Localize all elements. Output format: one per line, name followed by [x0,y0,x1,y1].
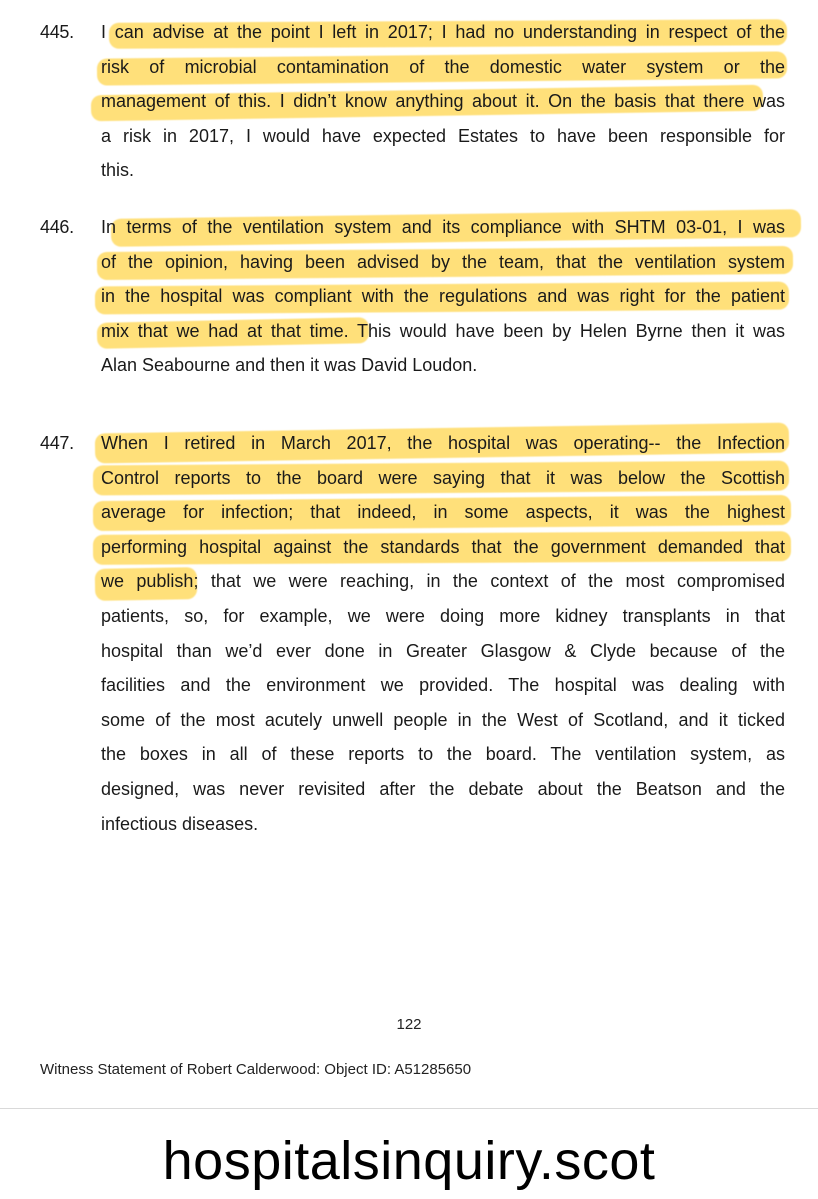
text-line: this. [101,160,135,181]
text-line: of the opinion, having been advised by the team, that the ventilation system [101,251,785,272]
text-line: risk of microbial contamination of the domestic water system or the [101,56,785,77]
text-line: the boxes in all of these reports to the board. The ventilation system, as [101,744,785,765]
text-line: a risk in 2017, I would have expected Estates to have been responsible for [101,125,785,146]
text-line: I can advise at the point I left in 2017; I had no understanding in respect of the [101,22,785,42]
paragraph-body [101,210,785,383]
text-line: In terms of the ventilation system and its compliance with SHTM 03-01, I was [101,217,785,237]
text-line: some of the most acutely unwell people in the West of Scotland, and it ticked [101,709,785,730]
text-line: Alan Seabourne and then it was David Loudon. [101,355,478,376]
text-line: When I retired in March 2017, the hospital was operating-- the Infection [101,433,785,453]
paragraph-body [101,15,785,188]
text-line: average for infection; that indeed, in some aspects, it was the highest [101,502,785,523]
text-line: infectious diseases. [101,813,259,834]
paragraph-number: 445. [40,22,74,42]
text-line: management of this. I didn’t know anything about it. On the basis that there was [101,91,785,112]
text-line: hospital than we’d ever done in Greater Glasgow & Clyde because of the [101,640,785,661]
text-line: mix that we had at that time. This would have been by Helen Byrne then it was [101,320,785,341]
document-footer: Witness Statement of Robert Calderwood: Object ID: A51285650 [40,1061,472,1078]
text-line: designed, was never revisited after the debate about the Beatson and the [101,778,785,799]
source-caption: hospitalsinquiry.scot [162,1131,656,1191]
paragraph-number: 447. [40,433,74,453]
divider [0,1108,818,1109]
paragraph-number: 446. [40,217,74,237]
text-line: in the hospital was compliant with the regulations and was right for the patient [101,286,785,307]
text-line: performing hospital against the standards that the government demanded that [101,536,785,557]
paragraph-body [101,426,785,841]
page-number: 122 [396,1016,422,1033]
text-line: Control reports to the board were saying that it was below the Scottish [101,467,785,488]
text-line: patients, so, for example, we were doing more kidney transplants in that [101,605,785,626]
text-line: we publish; that we were reaching, in the context of the most compromised [101,571,785,592]
text-line: facilities and the environment we provided. The hospital was dealing with [101,675,785,696]
